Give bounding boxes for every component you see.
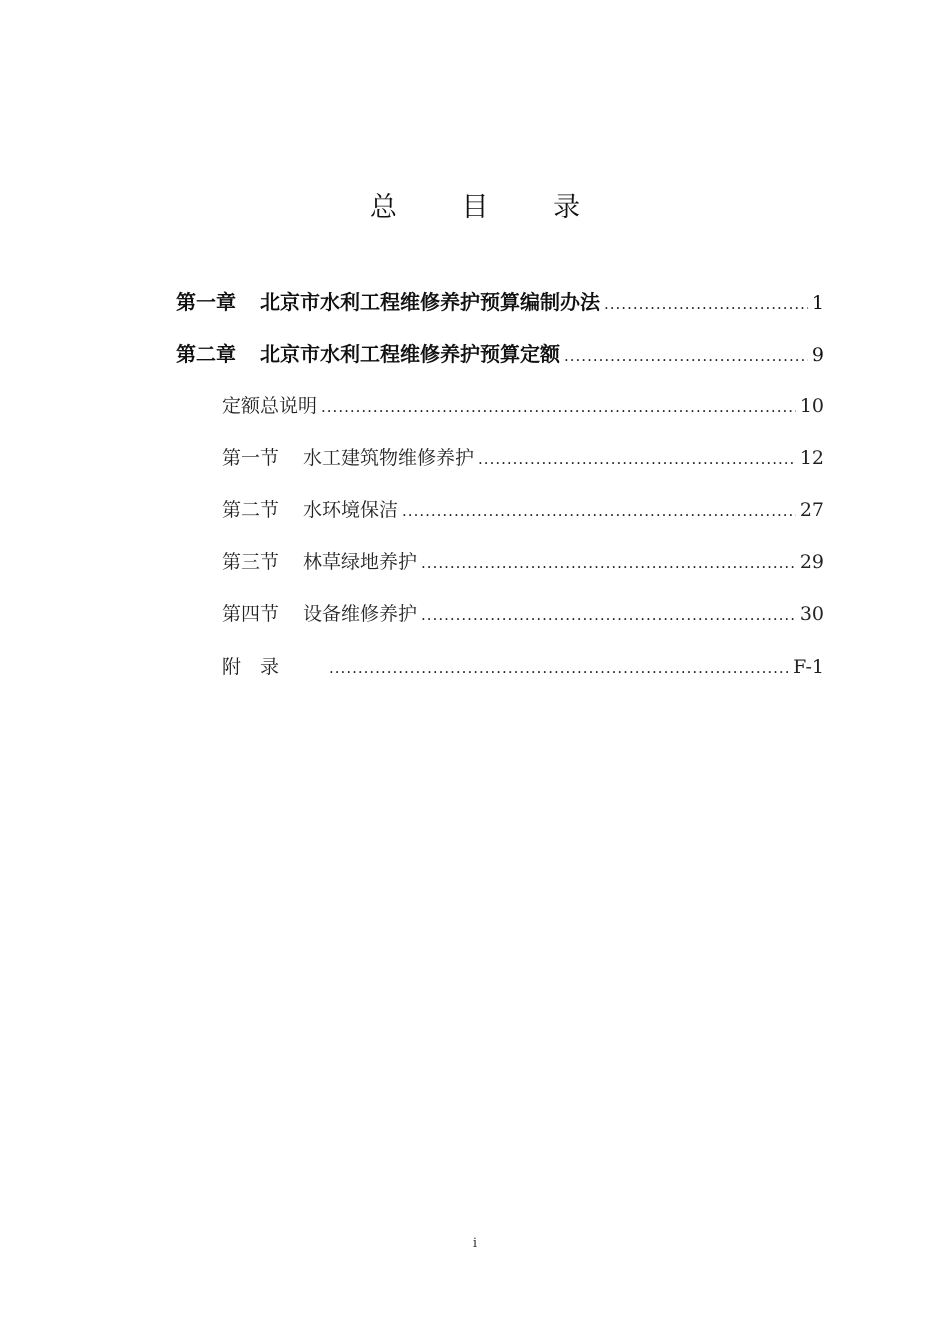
dot-leader xyxy=(329,659,789,677)
toc-entry-chapter-2[interactable] xyxy=(176,338,824,367)
toc-entry-heading: 北京市水利工程维修养护预算定额 xyxy=(260,342,560,366)
dot-leader xyxy=(564,347,808,365)
toc-entry-section-4[interactable] xyxy=(222,599,824,626)
dot-leader xyxy=(402,502,796,520)
toc-entry-page: 1 xyxy=(811,292,824,314)
toc-entry-page: 30 xyxy=(799,603,824,625)
toc-entry-page: 9 xyxy=(811,344,824,366)
toc-entry-heading: 林草绿地养护 xyxy=(303,551,418,573)
toc-entry-label: 第二章 xyxy=(176,342,236,366)
toc-entry-appendix[interactable] xyxy=(222,652,824,679)
toc-entry-page: 27 xyxy=(799,499,824,521)
toc-entry-page: 10 xyxy=(799,395,824,417)
toc-entry-page: F-1 xyxy=(793,656,824,678)
page-number: i xyxy=(472,1236,478,1251)
toc-entry-heading: 水环境保洁 xyxy=(303,499,399,521)
toc-entry-heading: 水工建筑物维修养护 xyxy=(303,447,475,469)
toc-entry-section-3[interactable] xyxy=(222,547,824,574)
toc-entry-heading: 北京市水利工程维修养护预算编制办法 xyxy=(260,290,600,314)
toc-entry-section-1[interactable] xyxy=(222,443,824,470)
toc-entry-label: 第三节 xyxy=(222,551,280,573)
toc-entry-page: 12 xyxy=(799,447,824,469)
toc-entry-general-notes[interactable] xyxy=(222,391,824,418)
toc-entry-label: 第一节 xyxy=(222,447,280,469)
dot-leader xyxy=(321,398,796,416)
dot-leader xyxy=(604,295,808,313)
dot-leader xyxy=(421,606,796,624)
toc-entry-label: 第四节 xyxy=(222,603,280,625)
dot-leader xyxy=(478,450,796,468)
dot-leader xyxy=(421,554,796,572)
toc-entry-label: 第一章 xyxy=(176,290,236,314)
toc-entry-page: 29 xyxy=(799,551,824,573)
toc-entry-chapter-1[interactable] xyxy=(176,286,824,315)
toc-entry-section-2[interactable] xyxy=(222,495,824,522)
toc-title: 总 目 录 xyxy=(369,192,609,223)
toc-entry-heading: 定额总说明 xyxy=(222,395,318,417)
toc-entry-heading: 设备维修养护 xyxy=(303,603,418,625)
toc-entry-label: 第二节 xyxy=(222,499,280,521)
toc-entry-label: 附 录 xyxy=(222,656,280,678)
